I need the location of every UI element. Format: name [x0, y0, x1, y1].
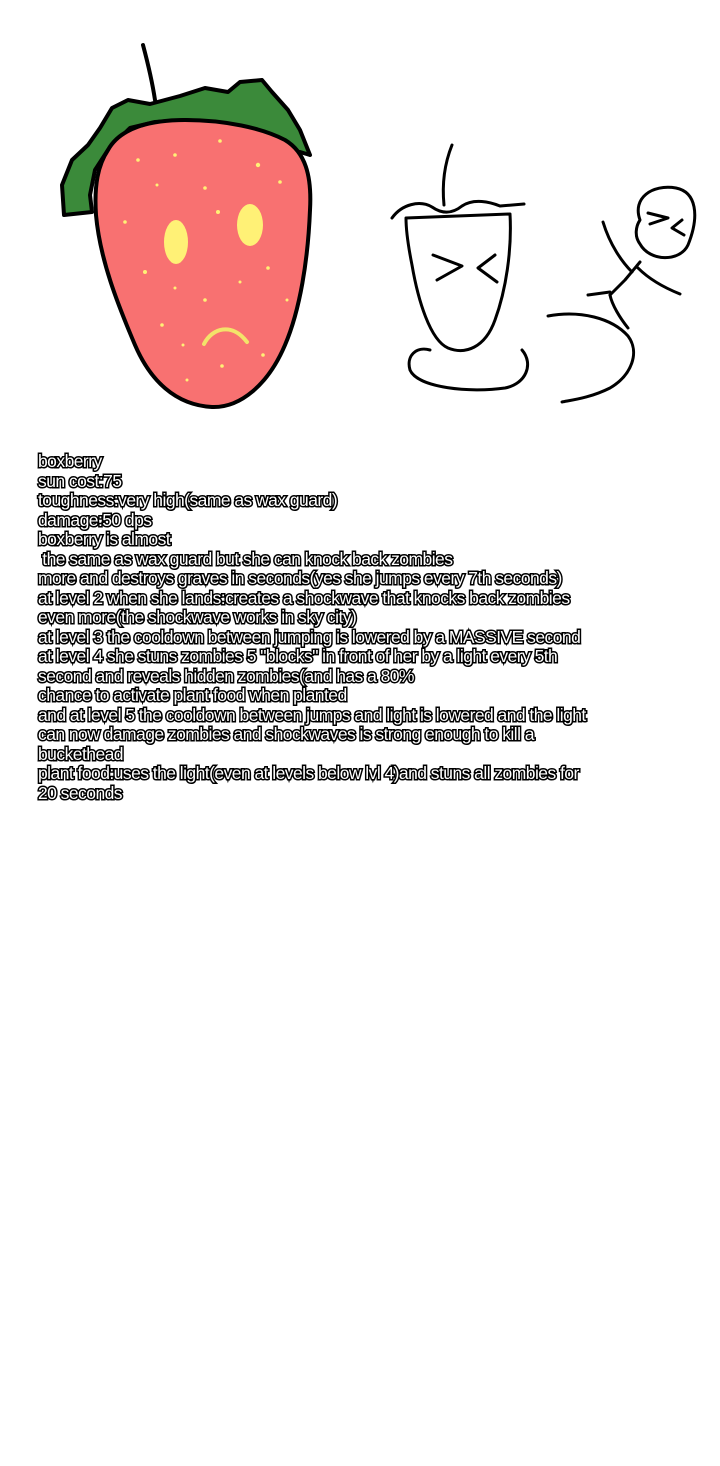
strawberry-plant — [62, 45, 310, 407]
berry-body — [96, 120, 311, 407]
description-line: 20 seconds — [38, 782, 123, 803]
description-line: sun cost:75 — [38, 470, 122, 491]
description-line: and at level 5 the cooldown between jumps and light is lowered and the light — [38, 704, 586, 725]
description-line: second and reveals hidden zombies(and has a 80% — [38, 665, 414, 686]
description-line: the same as wax guard but she can knock back zombies — [38, 548, 453, 569]
right-eye — [237, 204, 263, 246]
description-line: at level 4 she stuns zombies 5 "blocks" in front of her by a light every 5th — [38, 646, 558, 666]
description-line: buckethead — [38, 743, 123, 764]
bucket-zombie — [392, 145, 528, 390]
description-line: plant food:uses the light(even at levels below lvl 4)and stuns all zombies for — [38, 763, 579, 783]
description-line: at level 2 when she lands:creates a shockwave that knocks back zombies — [38, 587, 570, 608]
plant-description — [38, 452, 698, 803]
description-line: can now damage zombies and shockwaves is strong enough to kill a — [38, 724, 534, 744]
description-line: boxberry — [38, 451, 102, 471]
description-line: chance to activate plant food when planted — [38, 685, 347, 705]
left-eye — [164, 220, 188, 264]
description-line: toughness:very high(same as wax guard) — [38, 490, 338, 510]
description-line: even more(the shockwave works in sky city) — [38, 607, 357, 627]
description-line: boxberry is almost — [38, 529, 171, 549]
description-line: at level 3 the cooldown between jumping is lowered by a MASSIVE second — [38, 626, 581, 647]
description-line: damage:50 dps — [38, 509, 152, 530]
description-line: more and destroys graves in seconds(yes she jumps every 7th seconds) — [38, 568, 562, 588]
stem-line — [143, 45, 155, 100]
stick-zombie — [548, 187, 695, 402]
drawing-canvas — [0, 0, 720, 430]
